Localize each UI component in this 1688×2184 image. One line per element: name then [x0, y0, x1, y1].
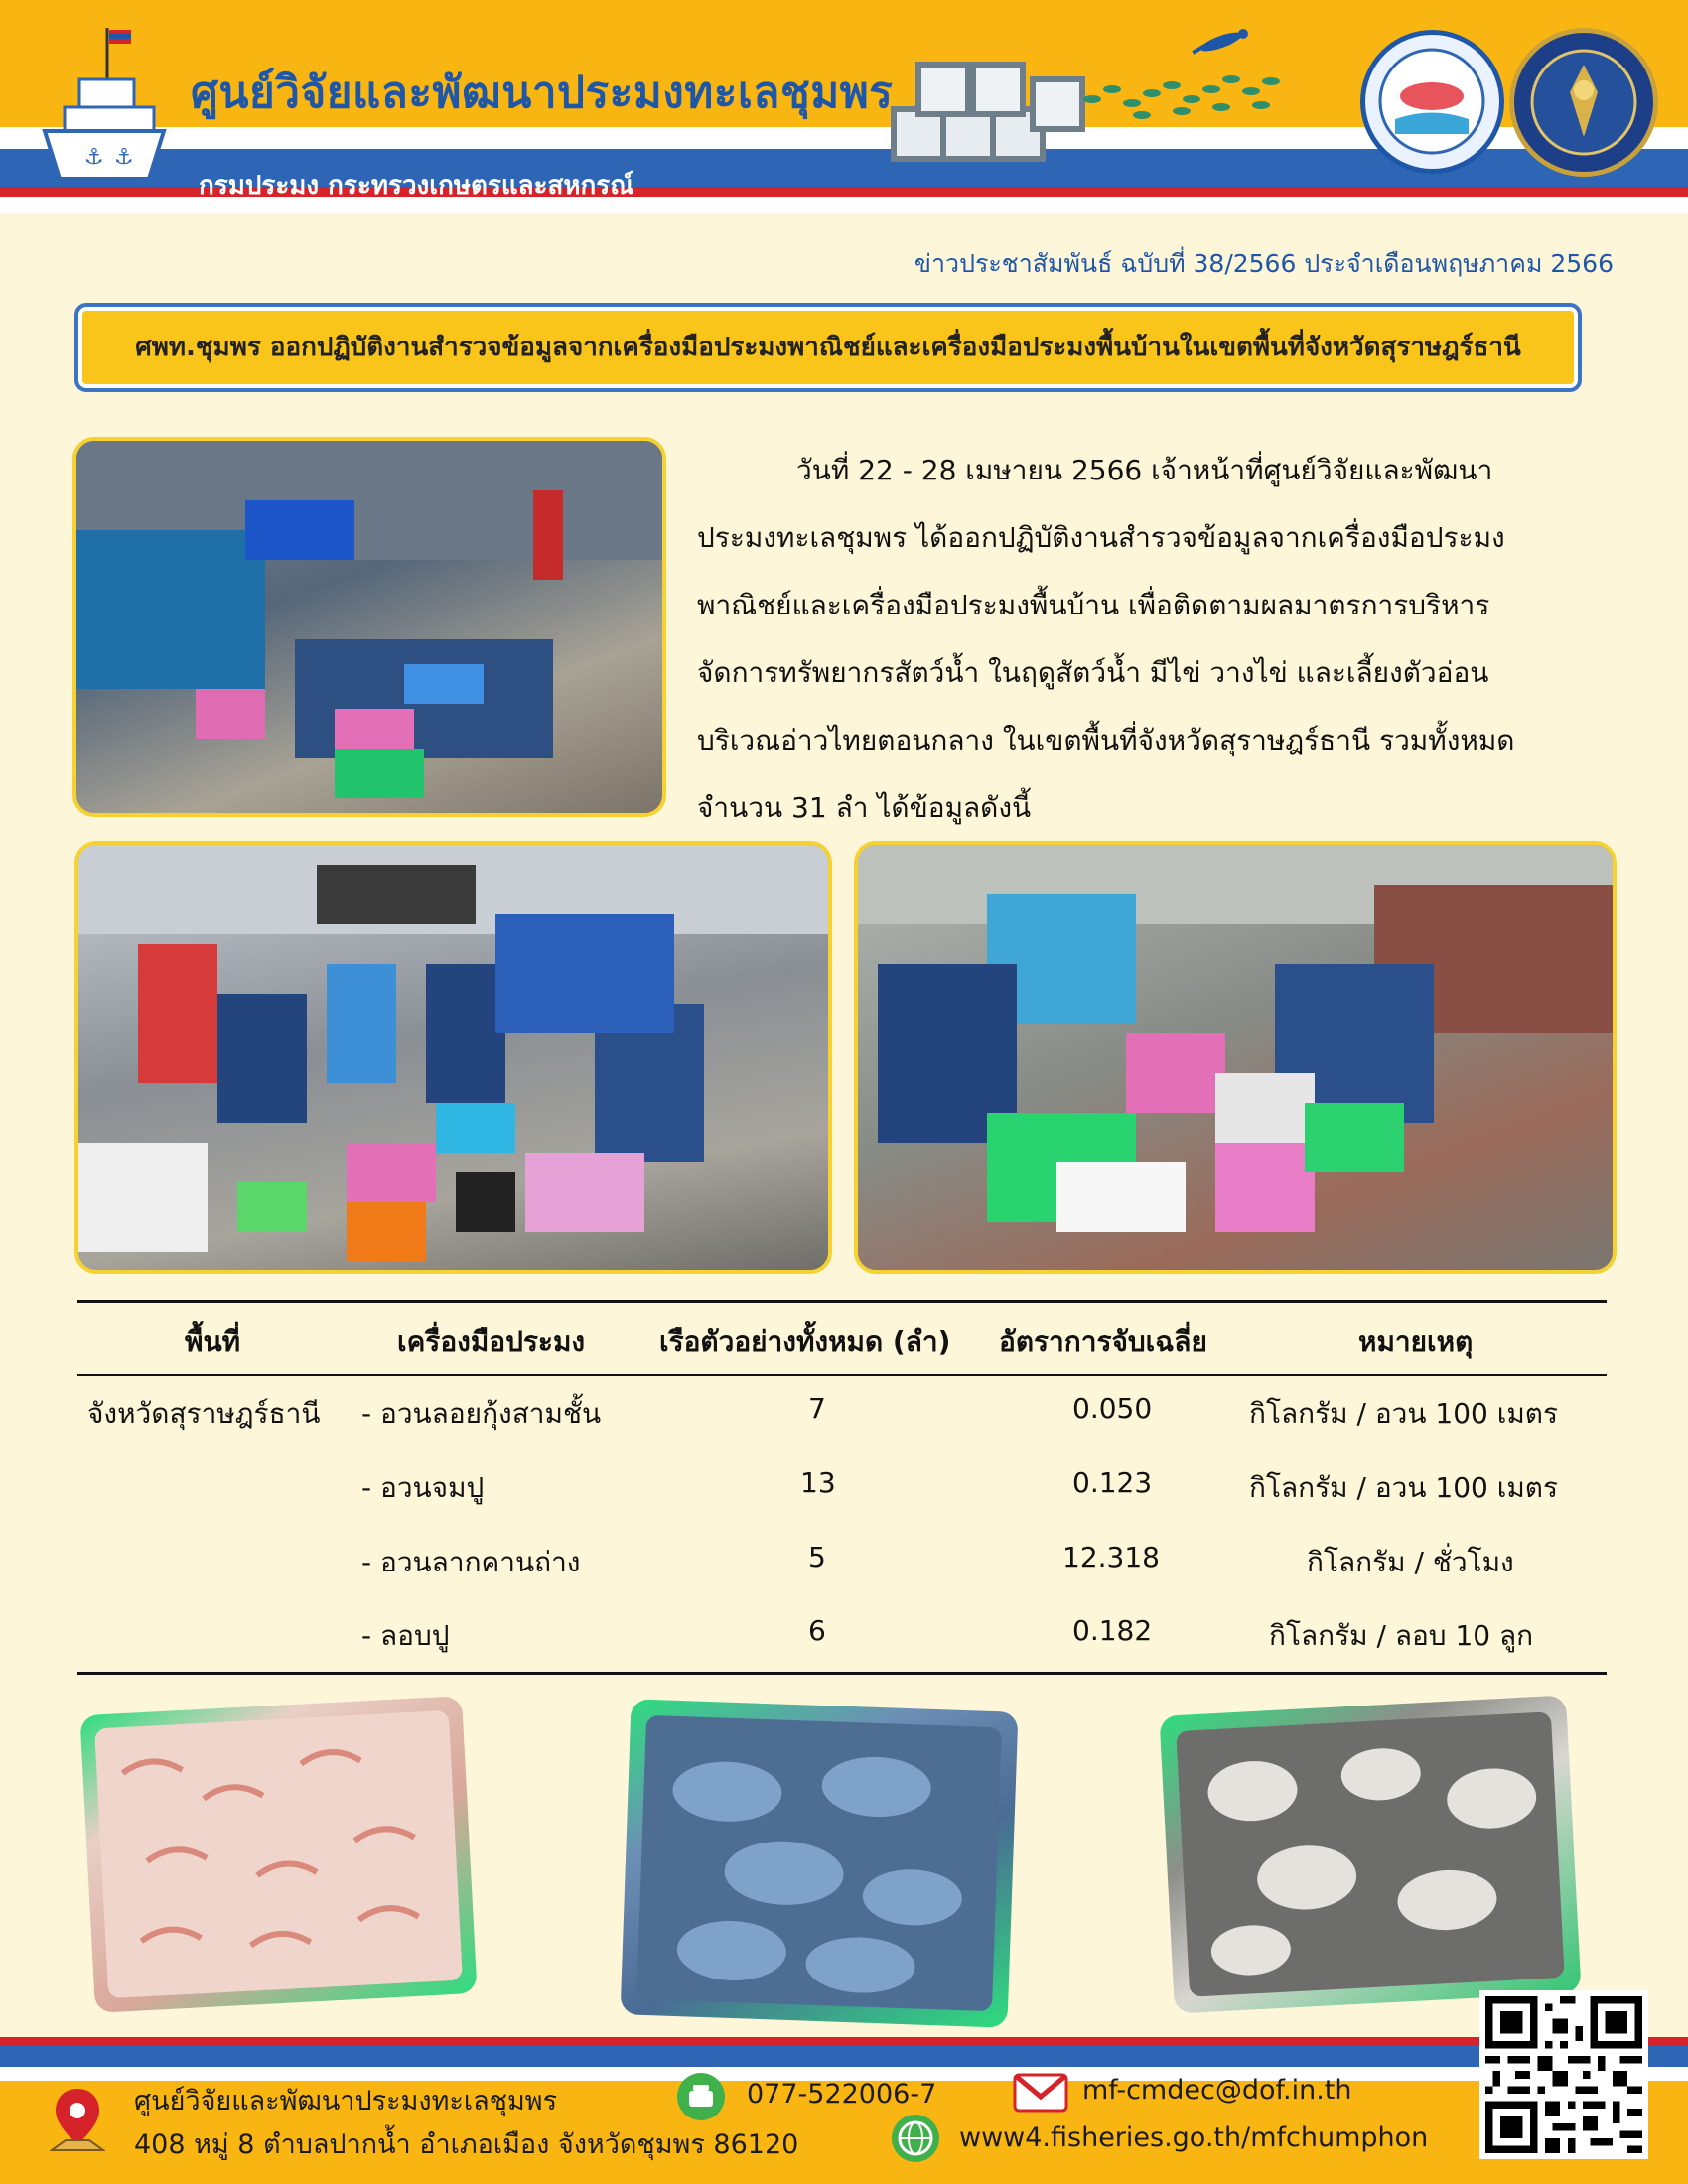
body-line: วันที่ 22 - 28 เมษายน 2566 เจ้าหน้าที่ศูนย์วิจัยและพัฒนา	[796, 454, 1493, 486]
photo-shrimp-basket	[79, 1696, 477, 2013]
body-line: จัดการทรัพยากรสัตว์น้ำ ในฤดูสัตว์น้ำ มีไข่ วางไข่ และเลี้ยงตัวอ่อน	[697, 656, 1489, 689]
table-header-gear: เครื่องมือประมง	[397, 1325, 586, 1358]
diver-and-fish-illustration	[1072, 20, 1301, 129]
body-line: บริเวณอ่าวไทยตอนกลาง ในเขตพื้นที่จังหวัดสุราษฎร์ธานี รวมทั้งหมด	[697, 724, 1515, 756]
table-header-area: พื้นที่	[185, 1325, 241, 1358]
table-cell-rate: 0.050	[1072, 1392, 1153, 1425]
footer-phone[interactable]: 077-522006-7	[747, 2079, 937, 2110]
table-cell-rate: 12.318	[1062, 1541, 1160, 1573]
footer-stripe-blue	[0, 2045, 1688, 2067]
headline-banner	[74, 303, 1582, 392]
ship-illustration	[40, 20, 169, 189]
research-center-logo	[1360, 30, 1504, 174]
body-line: จำนวน 31 ลำ ได้ข้อมูลดังนี้	[697, 791, 1032, 824]
svg-text:⚓: ⚓	[84, 145, 104, 170]
table-cell-note: กิโลกรัม / อวน 100 เมตร	[1249, 1397, 1559, 1430]
location-pin-icon	[50, 2085, 105, 2154]
table-cell-gear: - อวนลากคานถ่าง	[361, 1546, 581, 1578]
photo-survey-team-market	[72, 437, 666, 817]
table-cell-gear: - ลอบปู	[361, 1619, 450, 1652]
table-header-note: หมายเหตุ	[1358, 1325, 1474, 1358]
page-header	[0, 0, 1688, 213]
table-cell-rate: 0.123	[1072, 1466, 1153, 1499]
table-cell-area: จังหวัดสุราษฎร์ธานี	[87, 1397, 321, 1430]
table-rule-mid	[77, 1374, 1607, 1376]
footer-email[interactable]: mf-cmdec@dof.in.th	[1082, 2075, 1352, 2106]
table-cell-gear: - อวนลอยกุ้งสามชั้น	[361, 1397, 602, 1430]
svg-text:⚓: ⚓	[114, 145, 134, 170]
table-cell-note: กิโลกรัม / อวน 100 เมตร	[1249, 1471, 1559, 1504]
org-title: ศูนย์วิจัยและพัฒนาประมงทะเลชุมพร	[191, 68, 894, 118]
table-cell-boats: 5	[808, 1541, 826, 1573]
footer-org-name: ศูนย์วิจัยและพัฒนาประมงทะเลชุมพร	[134, 2086, 558, 2116]
footer-website[interactable]: www4.fisheries.go.th/mfchumphon	[959, 2122, 1429, 2153]
table-cell-rate: 0.182	[1072, 1614, 1153, 1647]
body-line: พาณิชย์และเครื่องมือประมงพื้นบ้าน เพื่อติดตามผลมาตรการบริหาร	[697, 589, 1490, 621]
footer-stripe-red	[0, 2037, 1688, 2045]
table-cell-boats: 6	[808, 1614, 826, 1647]
phone-icon	[675, 2071, 727, 2122]
email-icon	[1013, 2071, 1068, 2115]
body-line: ประมงทะเลชุมพร ได้ออกปฏิบัติงานสำรวจข้อมูลจากเครื่องมือประมง	[697, 521, 1505, 554]
table-cell-boats: 13	[800, 1466, 836, 1499]
table-rule-top	[77, 1300, 1607, 1303]
issue-line: ข่าวประชาสัมพันธ์ ฉบับที่ 38/2566 ประจำเดือนพฤษภาคม 2566	[914, 249, 1614, 278]
table-rule-bottom	[77, 1672, 1607, 1675]
table-header-boats: เรือตัวอย่างทั้งหมด (ลำ)	[659, 1325, 951, 1358]
qr-code[interactable]	[1479, 1990, 1648, 2159]
table-cell-note: กิโลกรัม / ชั่วโมง	[1307, 1546, 1514, 1578]
photo-weighing-catch	[854, 841, 1617, 1274]
table-cell-boats: 7	[808, 1392, 826, 1425]
table-cell-note: กิโลกรัม / ลอบ 10 ลูก	[1269, 1619, 1534, 1652]
org-subtitle: กรมประมง กระทรวงเกษตรและสหกรณ์	[199, 171, 634, 201]
body-paragraph	[697, 437, 1611, 842]
footer-address: 408 หมู่ 8 ตำบลปากน้ำ อำเภอเมือง จังหวัดชุมพร 86120	[134, 2129, 799, 2160]
photo-squid-basket	[1159, 1695, 1581, 2013]
headline-text: ศพท.ชุมพร ออกปฏิบัติงานสำรวจข้อมูลจากเครื่องมือประมงพาณิชย์และเครื่องมือประมงพื้นบ้านในเขตพื้นที่จังหวัดสุราษฎร์ธานี	[135, 333, 1521, 362]
globe-icon	[890, 2113, 941, 2164]
photo-team-sorting-catch	[74, 841, 832, 1274]
table-cell-gear: - อวนจมปู	[361, 1471, 485, 1504]
department-of-fisheries-seal	[1509, 28, 1658, 177]
photo-crab-basket	[621, 1699, 1019, 2027]
table-header-rate: อัตราการจับเฉลี่ย	[999, 1325, 1207, 1358]
